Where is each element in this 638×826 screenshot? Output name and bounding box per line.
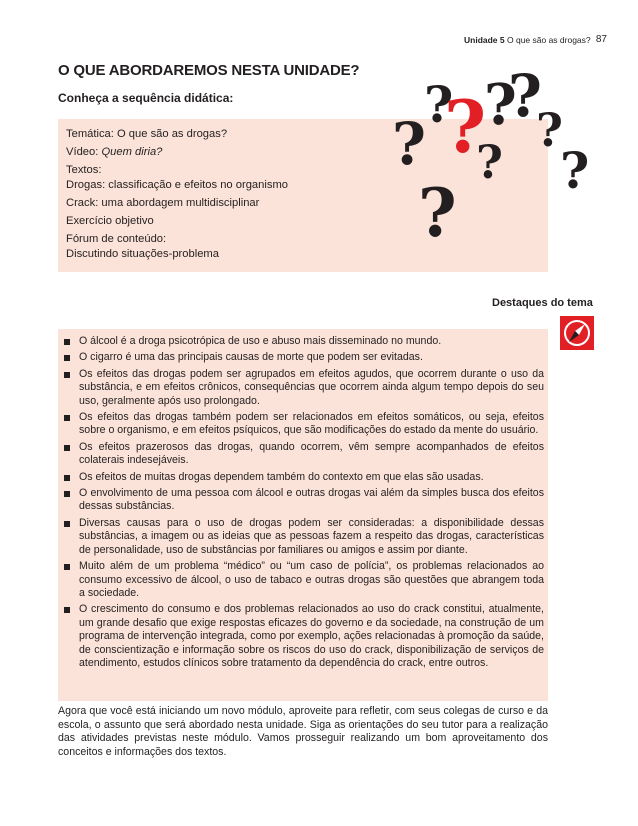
highlight-text: Os efeitos das drogas também podem ser relacionados em efeitos somáticos, ou seja, efeitos sobre o organismo, e em efeitos psíquicos, que são modificações do estado da mente do usuário. bbox=[79, 411, 544, 437]
highlight-item bbox=[64, 335, 544, 348]
highlight-item bbox=[64, 351, 544, 364]
highlight-text: O crescimento do consumo e dos problemas relacionados ao uso do crack constitui, atualmente, um grande desafio que exige respostas eficazes do governo e da sociedade, na construção de um programa de intervenção integrada, como por exemplo, ações relacionadas à promoção da saúde, de conscientização e informação sobre os riscos do uso do crack, disponibilização de serviços de atendimento, estudos clínicos sobre tratamento da dependência do crack, entre outros. bbox=[79, 603, 544, 669]
bullet-square-icon bbox=[64, 491, 70, 497]
question-mark-7: ? bbox=[536, 103, 563, 157]
highlight-item bbox=[64, 368, 544, 408]
bullet-square-icon bbox=[64, 607, 70, 613]
texts-label: Textos: bbox=[66, 164, 102, 176]
highlight-text: Os efeitos prazerosos das drogas, quando ocorrem, vêm sempre acompanhados de efeitos colaterais indesejáveis. bbox=[79, 440, 544, 467]
bullet-square-icon bbox=[64, 521, 70, 527]
highlight-text: O álcool é a droga psicotrópica de uso e abuso mais disseminado no mundo. bbox=[79, 335, 442, 347]
video-title: Quem diria? bbox=[101, 146, 163, 158]
question-mark-2: ? bbox=[424, 75, 454, 134]
forum-topic: Discutindo situações-problema bbox=[66, 248, 219, 260]
bullet-square-icon bbox=[64, 475, 70, 481]
highlights-label: Destaques do tema bbox=[492, 297, 593, 309]
page-number: 87 bbox=[595, 34, 607, 45]
text-item-2: Crack: uma abordagem multidisciplinar bbox=[66, 197, 260, 209]
bullet-square-icon bbox=[64, 355, 70, 361]
highlight-text: Os efeitos das drogas podem ser agrupados em efeitos agudos, que ocorrem durante o uso da substância, e em efeitos crônicos, consequências que ocorrem ainda algum tempo depois do seu uso, geralmente após uso prolongado. bbox=[79, 367, 544, 407]
bullet-square-icon bbox=[64, 415, 70, 421]
question-mark-red: ? bbox=[444, 84, 487, 169]
question-marks-illustration bbox=[388, 60, 598, 250]
question-mark-1: ? bbox=[392, 110, 426, 178]
highlights-list bbox=[58, 329, 548, 670]
highlight-item bbox=[64, 411, 544, 438]
highlight-text: Os efeitos de muitas drogas dependem também do contexto em que elas são usadas. bbox=[79, 470, 484, 483]
question-mark-5: ? bbox=[484, 72, 517, 138]
unit-reference bbox=[464, 35, 591, 45]
bullet-square-icon bbox=[64, 445, 70, 451]
highlight-item bbox=[64, 487, 544, 514]
unit-title: O que são as drogas? bbox=[507, 35, 591, 45]
highlight-text: Muito além de um problema “médico” ou “um caso de polícia”, os problemas relacionados ao consumo excessivo de álcool, o uso de tabaco e outras drogas são questões que abrangem toda a sociedade. bbox=[79, 560, 544, 599]
highlight-text: Diversas causas para o uso de drogas podem ser consideradas: a disponibilidade dessas substâncias, a imagem ou as ideias que as pessoas fazem a respeito das drogas, características de personalidade, uso de substâncias por familiares ou amigos e assim por diante. bbox=[79, 516, 544, 556]
page-title: O QUE ABORDAREMOS NESTA UNIDADE? bbox=[58, 62, 360, 79]
highlight-text: O envolvimento de uma pessoa com álcool e outras drogas vai além da simples busca dos efeitos dessas substâncias. bbox=[79, 487, 544, 513]
exercise-line: Exercício objetivo bbox=[66, 215, 154, 227]
video-label: Vídeo: bbox=[66, 146, 99, 158]
highlights-box bbox=[58, 329, 548, 701]
section-subtitle: Conheça a sequência didática: bbox=[58, 91, 234, 105]
closing-paragraph: Agora que você está iniciando um novo módulo, aproveite para refletir, com seus colegas de curso e da escola, o assunto que será abordado nesta unidade. Siga as orientações do seu tutor para a realização das atividades previstas neste módulo. Vamos prosseguir realizando um bom aproveitamento dos conceitos e informações dos textos. bbox=[58, 705, 548, 758]
tematica-line: Temática: O que são as drogas? bbox=[66, 128, 228, 140]
highlight-item bbox=[64, 560, 544, 600]
highlight-text: O cigarro é uma das principais causas de morte que podem ser evitadas. bbox=[79, 351, 423, 364]
unit-label: Unidade 5 bbox=[464, 35, 505, 45]
bullet-square-icon bbox=[64, 564, 70, 570]
highlight-item bbox=[64, 471, 544, 484]
question-mark-6: ? bbox=[508, 62, 542, 130]
question-mark-3: ? bbox=[418, 174, 457, 250]
forum-label: Fórum de conteúdo: bbox=[66, 233, 167, 245]
question-mark-4: ? bbox=[476, 135, 503, 189]
bullet-square-icon bbox=[64, 372, 70, 378]
highlight-item bbox=[64, 517, 544, 557]
question-mark-8: ? bbox=[560, 141, 590, 200]
highlight-item bbox=[64, 441, 544, 468]
highlight-item bbox=[64, 603, 544, 670]
compass-icon bbox=[560, 316, 594, 350]
text-item-1: Drogas: classificação e efeitos no organismo bbox=[66, 179, 288, 191]
bullet-square-icon bbox=[64, 339, 70, 345]
